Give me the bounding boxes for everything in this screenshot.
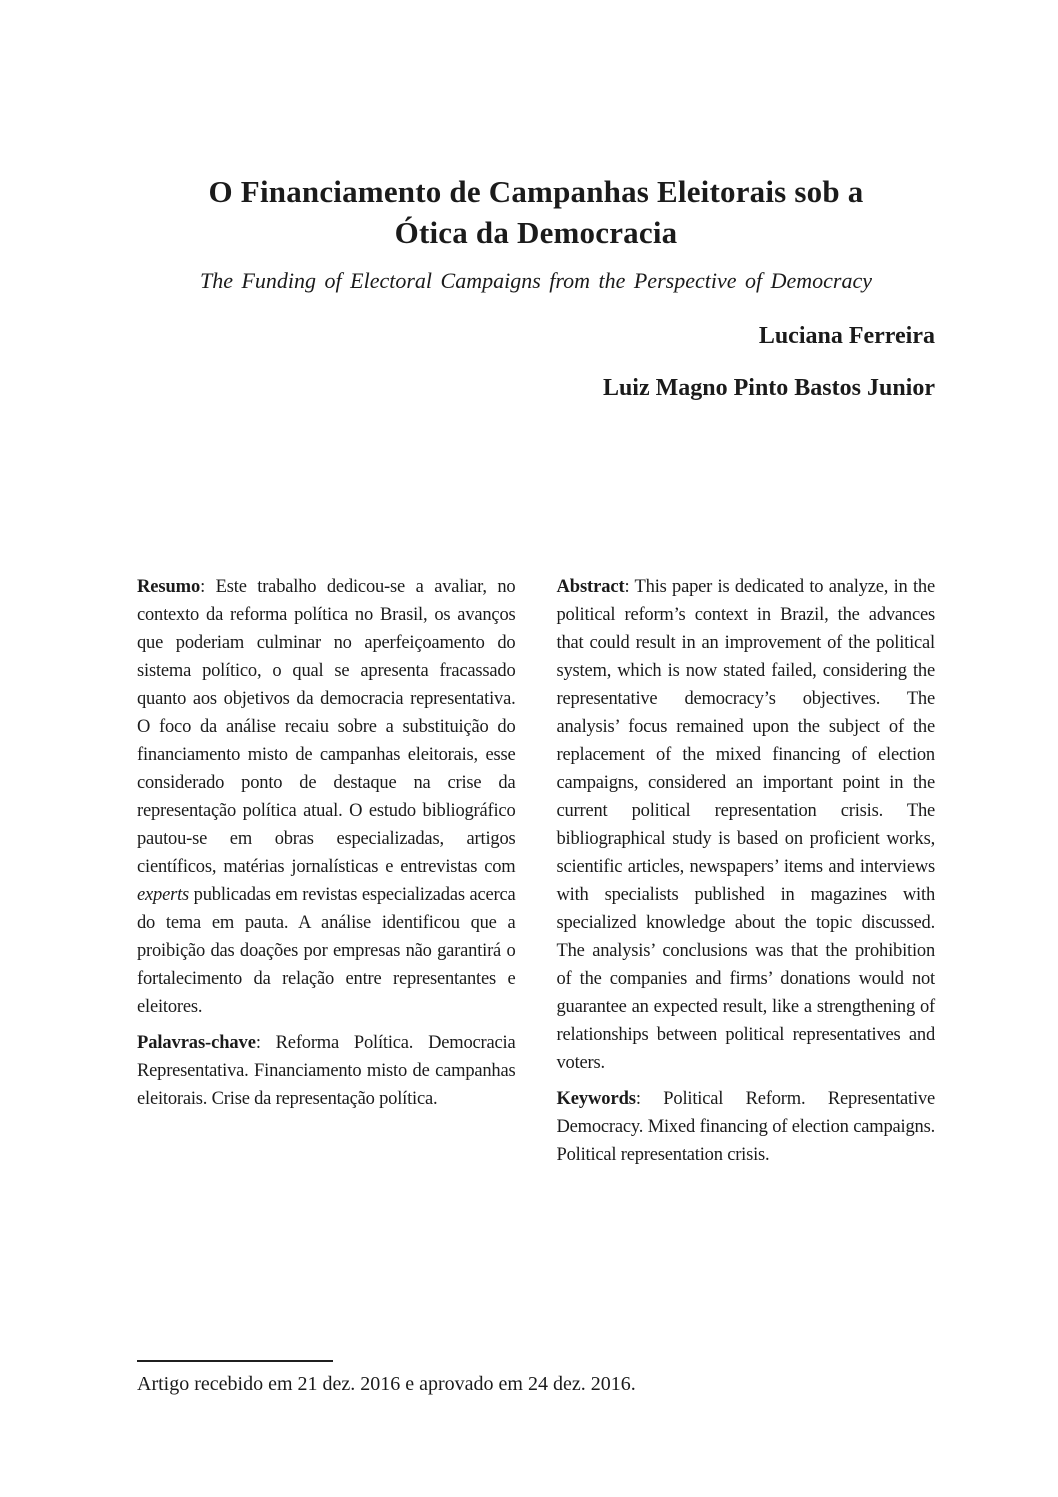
abstract-label: Abstract (556, 577, 625, 597)
resumo-column (137, 573, 516, 1169)
experts-italic-term: experts (137, 885, 190, 905)
article-title-line-2: Ótica da Democracia (394, 214, 678, 250)
author-name-2: Luiz Magno Pinto Bastos Junior (602, 375, 935, 401)
author-list (137, 321, 935, 403)
resumo-paragraph (137, 573, 516, 1021)
footnote-divider (137, 1360, 333, 1362)
palavras-chave-text: : Reforma Política. Democracia Representativa. Financiamento misto de campanhas eleitorais. Crise da representação política. (137, 1033, 516, 1109)
abstract-columns (137, 573, 935, 1169)
resumo-label: Resumo (137, 577, 201, 597)
abstract-text: : This paper is dedicated to analyze, in the political reform’s context in Brazil, the advances that could result in an improvement of the political system, which is now stated failed, considering the representative democracy’s objectives. The analysis’ focus remained upon the subject of the replacement of the mixed financing of election campaigns, considered an important point in the current political representation crisis. The bibliographical study is based on proficient works, scientific articles, newspapers’ items and interviews with specialists published in magazines with specialized knowledge about the topic discussed. The analysis’ conclusions was that the prohibition of the companies and firms’ donations would not guarantee an expected result, like a strengthening of relationships between political representatives and voters. (556, 577, 935, 1073)
abstract-paragraph (557, 573, 936, 1077)
resumo-text-before: : Este trabalho dedicou-se a avaliar, no contexto da reforma política no Brasil, os avanços que poderiam culminar no aperfeiçoamento do sistema político, o qual se apresenta fracassado quanto aos objetivos da democracia representativa. O foco da análise recaiu sobre a substituição do financiamento misto de campanhas eleitorais, esse considerado ponto de destaque na crise da representação política atual. O estudo bibliográfico pautou-se em obras especializadas, artigos científicos, matérias jornalísticas e entrevistas com (137, 577, 516, 877)
footnote (137, 1360, 935, 1397)
palavras-chave-label: Palavras-chave (137, 1033, 256, 1053)
article-title (137, 171, 935, 253)
keywords-text: : Political Reform. Representative Democracy. Mixed financing of election campaigns. Political representation crisis. (556, 1089, 935, 1165)
abstract-column (557, 573, 936, 1169)
keywords-label: Keywords (556, 1089, 636, 1109)
keywords-paragraph (557, 1085, 936, 1169)
palavras-chave-paragraph (137, 1029, 516, 1113)
article-subtitle-english: The Funding of Electoral Campaigns from the Perspective of Democracy (199, 268, 872, 293)
author-name-1: Luciana Ferreira (758, 323, 935, 349)
article-title-line-1: O Financiamento de Campanhas Eleitorais sob a (208, 173, 864, 209)
resumo-text-after: publicadas em revistas especializadas acerca do tema em pauta. A análise identificou que a proibição das doações por empresas não garantirá o fortalecimento da relação entre representantes e eleitores. (137, 885, 516, 1017)
footnote-text: Artigo recebido em 21 dez. 2016 e aprovado em 24 dez. 2016. (137, 1373, 636, 1395)
